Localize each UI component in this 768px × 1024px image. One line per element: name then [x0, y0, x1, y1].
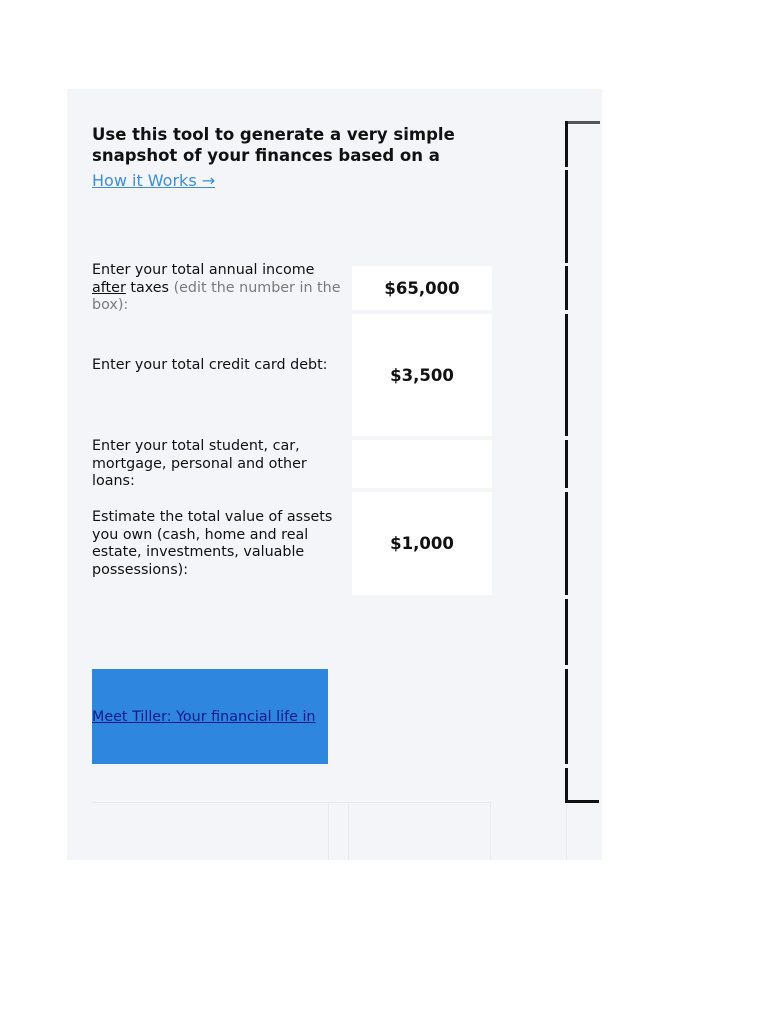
meet-tiller-link[interactable]: Meet Tiller: Your financial life in	[92, 708, 316, 725]
credit-card-label: Enter your total credit card debt:	[92, 357, 328, 373]
bracket-bottom-edge	[565, 800, 599, 803]
meet-tiller-button[interactable]	[92, 669, 328, 764]
bracket-segment	[565, 768, 568, 803]
income-label-mid: taxes	[125, 279, 174, 296]
income-label-prefix: Enter your total annual income	[92, 262, 315, 278]
bracket-segment	[565, 170, 568, 263]
bracket-segment	[565, 492, 568, 595]
bracket-segment	[565, 599, 568, 665]
credit-card-cell[interactable]	[352, 314, 492, 436]
bracket-segment	[565, 266, 568, 310]
bracket-segment	[565, 314, 568, 436]
income-input[interactable]	[352, 279, 492, 298]
bracket-segment	[565, 440, 568, 488]
bracket-top-edge	[565, 121, 600, 124]
income-label-after: after	[92, 279, 126, 296]
how-it-works-link[interactable]: How it Works →	[92, 171, 216, 190]
bracket-segment	[565, 121, 568, 167]
grid-line	[328, 802, 329, 860]
assets-label: Estimate the total value of assets you own (cash, home and real estate, investments, valuable possessions):	[92, 509, 333, 578]
income-label	[92, 262, 342, 315]
loans-cell[interactable]	[352, 440, 492, 488]
income-cell[interactable]	[352, 266, 492, 310]
assets-cell[interactable]	[352, 492, 492, 595]
bracket-segment	[565, 669, 568, 764]
assets-input[interactable]	[352, 534, 492, 553]
grid-line	[566, 804, 567, 860]
grid-line	[348, 802, 349, 860]
grid-line	[490, 802, 491, 860]
grid-line	[92, 802, 492, 803]
credit-card-input[interactable]	[352, 366, 492, 385]
loans-input[interactable]	[352, 455, 492, 474]
page-title: Use this tool to generate a very simple snapshot of your finances based on a	[92, 125, 455, 165]
loans-label: Enter your total student, car, mortgage, personal and other loans:	[92, 438, 307, 489]
income-label-hint: (edit the number in the box):	[92, 279, 341, 313]
